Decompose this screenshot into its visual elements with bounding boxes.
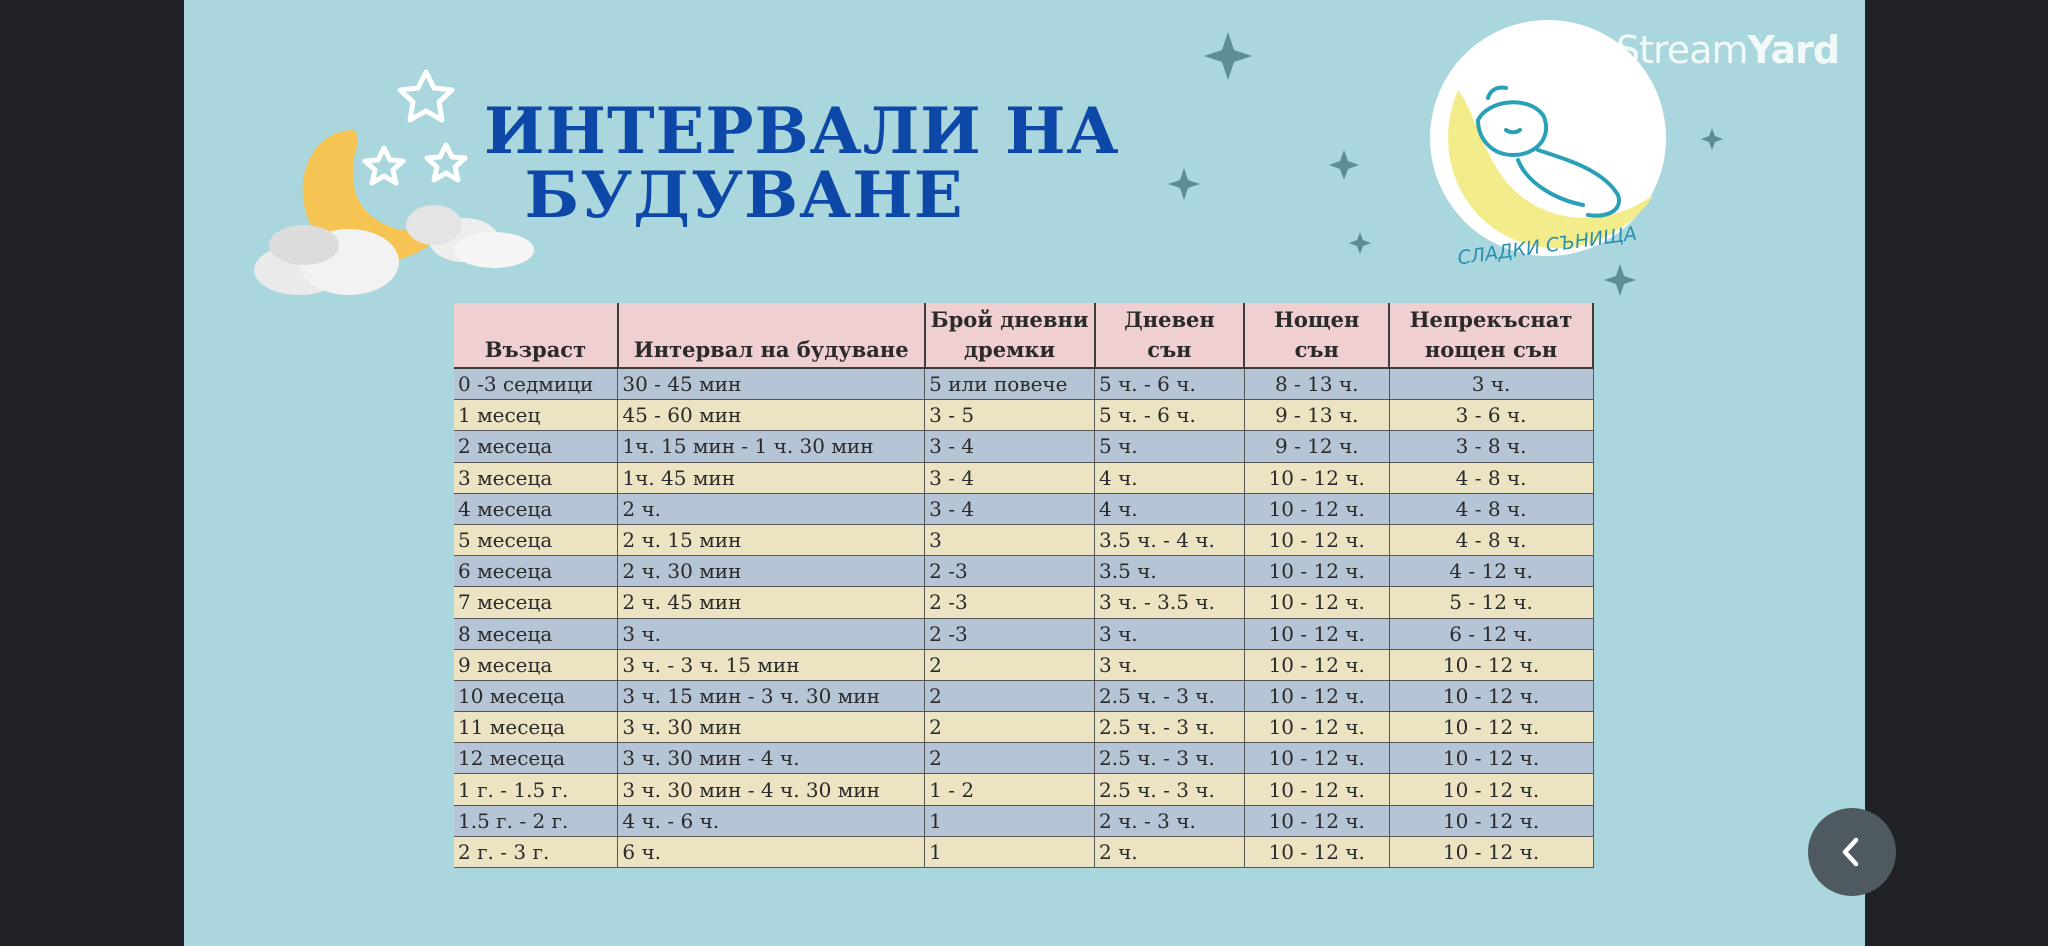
table-row	[454, 836, 1593, 867]
title-line-1: ИНТЕРВАЛИ НА	[484, 94, 1120, 169]
cell-naps-count: 3 - 4	[925, 431, 1095, 462]
cell-naps-count: 2 -3	[925, 587, 1095, 618]
cell-naps-count: 1	[925, 805, 1095, 836]
cell-age: 12 месеца	[454, 743, 618, 774]
header-continuous-night-sleep: Непрекъснат нощен сън	[1389, 303, 1593, 368]
cell-night-sleep: 10 - 12 ч.	[1244, 556, 1389, 587]
cell-age: 10 месеца	[454, 680, 618, 711]
watermark-bold: Yard	[1747, 28, 1840, 72]
cell-day-sleep: 3 ч.	[1095, 618, 1245, 649]
header-naps-count: Брой дневни дремки	[925, 303, 1095, 368]
cell-continuous-night-sleep: 4 - 12 ч.	[1389, 556, 1593, 587]
cell-naps-count: 3 - 5	[925, 400, 1095, 431]
cell-wake-interval: 3 ч. - 3 ч. 15 мин	[618, 649, 925, 680]
cell-naps-count: 3 - 4	[925, 493, 1095, 524]
table-row	[454, 368, 1593, 400]
cell-continuous-night-sleep: 10 - 12 ч.	[1389, 680, 1593, 711]
cell-wake-interval: 30 - 45 мин	[618, 368, 925, 400]
cell-continuous-night-sleep: 4 - 8 ч.	[1389, 462, 1593, 493]
presentation-slide	[184, 0, 1865, 946]
cell-naps-count: 2 -3	[925, 618, 1095, 649]
cell-night-sleep: 10 - 12 ч.	[1244, 680, 1389, 711]
cell-wake-interval: 4 ч. - 6 ч.	[618, 805, 925, 836]
cell-wake-interval: 2 ч. 15 мин	[618, 524, 925, 555]
cell-day-sleep: 2.5 ч. - 3 ч.	[1095, 774, 1245, 805]
cell-wake-interval: 3 ч. 30 мин	[618, 712, 925, 743]
cell-wake-interval: 3 ч.	[618, 618, 925, 649]
cell-wake-interval: 2 ч. 45 мин	[618, 587, 925, 618]
cell-night-sleep: 10 - 12 ч.	[1244, 493, 1389, 524]
cell-continuous-night-sleep: 10 - 12 ч.	[1389, 836, 1593, 867]
table-row	[454, 587, 1593, 618]
cell-night-sleep: 10 - 12 ч.	[1244, 836, 1389, 867]
cell-night-sleep: 9 - 12 ч.	[1244, 431, 1389, 462]
cell-day-sleep: 5 ч.	[1095, 431, 1245, 462]
cell-age: 9 месеца	[454, 649, 618, 680]
table-body	[454, 368, 1593, 868]
cell-age: 6 месеца	[454, 556, 618, 587]
logo-text: СЛАДКИ СЪНИЩА	[1456, 222, 1639, 270]
cell-continuous-night-sleep: 4 - 8 ч.	[1389, 493, 1593, 524]
streamyard-watermark	[1616, 28, 1839, 72]
cell-age: 2 месеца	[454, 431, 618, 462]
cell-day-sleep: 5 ч. - 6 ч.	[1095, 368, 1245, 400]
cell-continuous-night-sleep: 4 - 8 ч.	[1389, 524, 1593, 555]
cell-age: 8 месеца	[454, 618, 618, 649]
cell-continuous-night-sleep: 3 - 8 ч.	[1389, 431, 1593, 462]
cell-night-sleep: 10 - 12 ч.	[1244, 649, 1389, 680]
table-row	[454, 431, 1593, 462]
header-night-sleep: Нощен сън	[1244, 303, 1389, 368]
cell-continuous-night-sleep: 5 - 12 ч.	[1389, 587, 1593, 618]
cell-naps-count: 3 - 4	[925, 462, 1095, 493]
table-row	[454, 524, 1593, 555]
cell-wake-interval: 6 ч.	[618, 836, 925, 867]
watermark-regular: Stream	[1616, 28, 1748, 72]
cell-continuous-night-sleep: 10 - 12 ч.	[1389, 774, 1593, 805]
cell-night-sleep: 10 - 12 ч.	[1244, 587, 1389, 618]
cell-age: 1.5 г. - 2 г.	[454, 805, 618, 836]
cell-age: 0 -3 седмици	[454, 368, 618, 400]
cell-continuous-night-sleep: 10 - 12 ч.	[1389, 805, 1593, 836]
cell-wake-interval: 1ч. 15 мин - 1 ч. 30 мин	[618, 431, 925, 462]
cell-night-sleep: 10 - 12 ч.	[1244, 524, 1389, 555]
cell-age: 5 месеца	[454, 524, 618, 555]
cell-night-sleep: 10 - 12 ч.	[1244, 712, 1389, 743]
star-icon	[1204, 32, 1252, 80]
cell-wake-interval: 45 - 60 мин	[618, 400, 925, 431]
cell-continuous-night-sleep: 3 ч.	[1389, 368, 1593, 400]
cell-wake-interval: 2 ч. 30 мин	[618, 556, 925, 587]
table-row	[454, 462, 1593, 493]
star-icon	[1329, 150, 1359, 180]
cell-day-sleep: 4 ч.	[1095, 462, 1245, 493]
cell-wake-interval: 3 ч. 15 мин - 3 ч. 30 мин	[618, 680, 925, 711]
cell-night-sleep: 10 - 12 ч.	[1244, 805, 1389, 836]
cell-day-sleep: 2 ч. - 3 ч.	[1095, 805, 1245, 836]
table-row	[454, 556, 1593, 587]
cell-continuous-night-sleep: 10 - 12 ч.	[1389, 712, 1593, 743]
cell-day-sleep: 3.5 ч.	[1095, 556, 1245, 587]
cell-day-sleep: 3 ч.	[1095, 649, 1245, 680]
chevron-left-icon	[1836, 836, 1868, 868]
table-row	[454, 618, 1593, 649]
cell-continuous-night-sleep: 6 - 12 ч.	[1389, 618, 1593, 649]
header-day-sleep: Дневен сън	[1095, 303, 1245, 368]
table-row	[454, 805, 1593, 836]
table-row	[454, 680, 1593, 711]
cell-night-sleep: 10 - 12 ч.	[1244, 618, 1389, 649]
cell-wake-interval: 2 ч.	[618, 493, 925, 524]
cell-naps-count: 2	[925, 680, 1095, 711]
cell-continuous-night-sleep: 10 - 12 ч.	[1389, 649, 1593, 680]
cell-age: 1 месец	[454, 400, 618, 431]
cell-naps-count: 1	[925, 836, 1095, 867]
header-wake-interval: Интервал на будуване	[618, 303, 925, 368]
cell-naps-count: 3	[925, 524, 1095, 555]
cell-day-sleep: 2.5 ч. - 3 ч.	[1095, 743, 1245, 774]
star-icon	[1701, 128, 1723, 150]
cell-continuous-night-sleep: 3 - 6 ч.	[1389, 400, 1593, 431]
cell-naps-count: 2 -3	[925, 556, 1095, 587]
cell-age: 4 месеца	[454, 493, 618, 524]
cell-day-sleep: 2.5 ч. - 3 ч.	[1095, 680, 1245, 711]
star-icon	[1349, 232, 1371, 254]
title-line-2: БУДУВАНЕ	[524, 158, 964, 233]
cell-age: 7 месеца	[454, 587, 618, 618]
cell-naps-count: 5 или повече	[925, 368, 1095, 400]
cell-day-sleep: 2 ч.	[1095, 836, 1245, 867]
table-row	[454, 493, 1593, 524]
table-row	[454, 743, 1593, 774]
cell-wake-interval: 3 ч. 30 мин - 4 ч. 30 мин	[618, 774, 925, 805]
cell-age: 11 месеца	[454, 712, 618, 743]
cell-day-sleep: 4 ч.	[1095, 493, 1245, 524]
cell-day-sleep: 3.5 ч. - 4 ч.	[1095, 524, 1245, 555]
cell-naps-count: 2	[925, 712, 1095, 743]
cell-night-sleep: 10 - 12 ч.	[1244, 462, 1389, 493]
cell-naps-count: 2	[925, 649, 1095, 680]
star-icon	[1168, 168, 1200, 200]
table-header-row	[454, 303, 1593, 368]
cell-wake-interval: 1ч. 45 мин	[618, 462, 925, 493]
back-button[interactable]	[1808, 808, 1896, 896]
cell-naps-count: 1 - 2	[925, 774, 1095, 805]
table-row	[454, 774, 1593, 805]
cell-day-sleep: 2.5 ч. - 3 ч.	[1095, 712, 1245, 743]
cell-night-sleep: 10 - 12 ч.	[1244, 743, 1389, 774]
cell-night-sleep: 8 - 13 ч.	[1244, 368, 1389, 400]
cell-day-sleep: 5 ч. - 6 ч.	[1095, 400, 1245, 431]
table-row	[454, 712, 1593, 743]
cell-age: 1 г. - 1.5 г.	[454, 774, 618, 805]
cell-wake-interval: 3 ч. 30 мин - 4 ч.	[618, 743, 925, 774]
cell-age: 3 месеца	[454, 462, 618, 493]
cell-day-sleep: 3 ч. - 3.5 ч.	[1095, 587, 1245, 618]
cell-naps-count: 2	[925, 743, 1095, 774]
cell-age: 2 г. - 3 г.	[454, 836, 618, 867]
table-row	[454, 400, 1593, 431]
cell-continuous-night-sleep: 10 - 12 ч.	[1389, 743, 1593, 774]
cell-night-sleep: 10 - 12 ч.	[1244, 774, 1389, 805]
table-row	[454, 649, 1593, 680]
header-age: Възраст	[454, 303, 618, 368]
cell-night-sleep: 9 - 13 ч.	[1244, 400, 1389, 431]
wake-windows-table	[454, 303, 1594, 868]
